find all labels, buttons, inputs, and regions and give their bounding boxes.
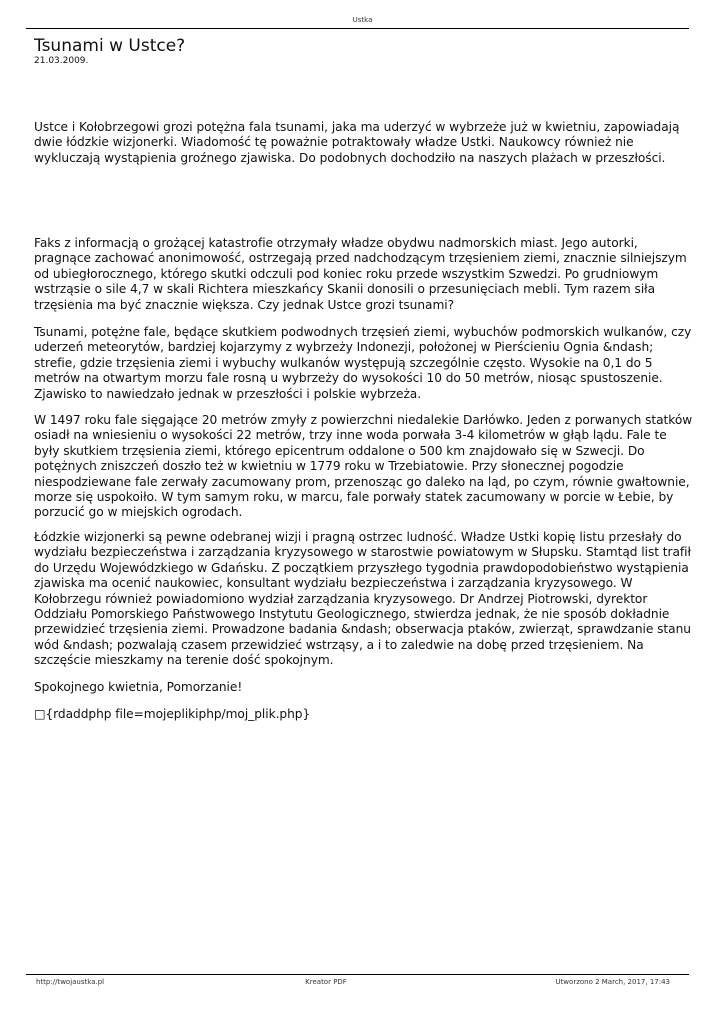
article-paragraph-2: Tsunami, potężne fale, będące skutkiem podwodnych trzęsień ziemi, wybuchów podmorskich wulkanów, czy uderzeń meteorytów, bardziej kojarzymy z wybrzeży Indonezji, położonej w Pierścieniu Ognia &ndash; strefie, gdzie trzęsienia ziemi i wybuchy wulkanów występują szczególnie często. Wysokie na 0,1 do 5 metrów na otwartym morzu fale rosną u wybrzeży do wysokości 10 do 50 metrów, niosąc spustoszenie. Zjawisko to nawiedzało jednak w przeszłości i polskie wybrzeża. (34, 325, 692, 401)
header-rule (26, 28, 689, 29)
footer-rule (26, 974, 689, 975)
footer-url[interactable]: http://twojaustka.pl (36, 978, 105, 986)
article-date: 21.03.2009. (34, 56, 89, 66)
article-paragraph-3: W 1497 roku fale sięgające 20 metrów zmyły z powierzchni niedalekie Darłówko. Jeden z porwanych statków osiadł na wniesieniu o wysokości 22 metrów, trzy inne woda porwała 3-4 kilometrów w głąb lądu. Fale te były skutkiem trzęsienia ziemi, którego epicentrum oddalone o 500 km znajdowało się w Szwecji. Do potężnych zniszczeń doszło też w kwietniu w 1779 roku w Trzebiatowie. Przy słonecznej pogodzie niespodziewane fale zerwały zacumowany prom, przenosząc go daleko na ląd, po czym, równie gwałtownie, morze się uspokoiło. W tym samym roku, w marcu, fale porwały statek zacumowany w porcie w Łebie, by porzucić go w miejskich ogrodach. (34, 413, 693, 520)
article-closing-line: Spokojnego kwietnia, Pomorzanie! (34, 680, 243, 694)
article-title: Tsunami w Ustce? (34, 36, 186, 56)
footer-generator: Kreator PDF (305, 978, 347, 986)
article-code-placeholder: □{rdaddphp file=mojeplikiphp/moj_plik.php} (34, 707, 311, 721)
article-lead: Ustce i Kołobrzegowi grozi potężna fala tsunami, jaka ma uderzyć w wybrzeże już w kwietniu, zapowiadają dwie łódzkie wizjonerki. Wiadomość tę poważnie potraktowały władze Ustki. Naukowcy również nie wykluczają wystąpienia groźnego zjawiska. Do podobnych dochodziło na naszych plażach w przeszłości. (34, 120, 680, 165)
article-paragraph-1: Faks z informacją o grożącej katastrofie otrzymały władze obydwu nadmorskich miast. Jego autorki, pragnące zachować anonimowość, ostrzegają przed nadchodzącym trzęsieniem ziemi, znacznie silniejszym od ubiegłorocznego, którego skutki odczuli pod koniec roku przede wszystkim Szwedzi. Po grudniowym wstrząsie o sile 4,7 w skali Richtera mieszkańcy Skanii donosili o przesunięciach mebli. Tym razem siła trzęsienia ma być znacznie większa. Czy jednak Ustce grozi tsunami? (34, 236, 687, 312)
article-paragraph-4: Łódzkie wizjonerki są pewne odebranej wizji i pragną ostrzec ludność. Władze Ustki kopię listu przesłały do wydziału bezpieczeństwa i zarządzania kryzysowego w starostwie powiatowym w Słupsku. Stamtąd list trafił do Urzędu Wojewódzkiego w Gdańsku. Z początkiem przyszłego tygodnia prawdopodobieństwo wystąpienia zjawiska ma ocenić naukowiec, konsultant wydziału bezpieczeństwa i zarządzania kryzysowego. W Kołobrzegu również powiadomiono wydział zarządzania kryzysowego. Dr Andrzej Piotrowski, dyrektor Oddziału Pomorskiego Państwowego Instytutu Geologicznego, stwierdza jednak, że nie sposób dokładnie przewidzieć trzęsienia ziemi. Prowadzone badania &ndash; obserwacja ptaków, zwierząt, sprawdzanie stanu wód &ndash; pozwalają czasem przewidzieć wstrząsy, a i to zaledwie na dobę przed trzęsieniem. Na szczęście mieszkamy na terenie dość spokojnym. (34, 530, 691, 668)
running-header: Ustka (352, 16, 373, 24)
footer-created-date: Utworzono 2 March, 2017, 17:43 (555, 978, 670, 986)
